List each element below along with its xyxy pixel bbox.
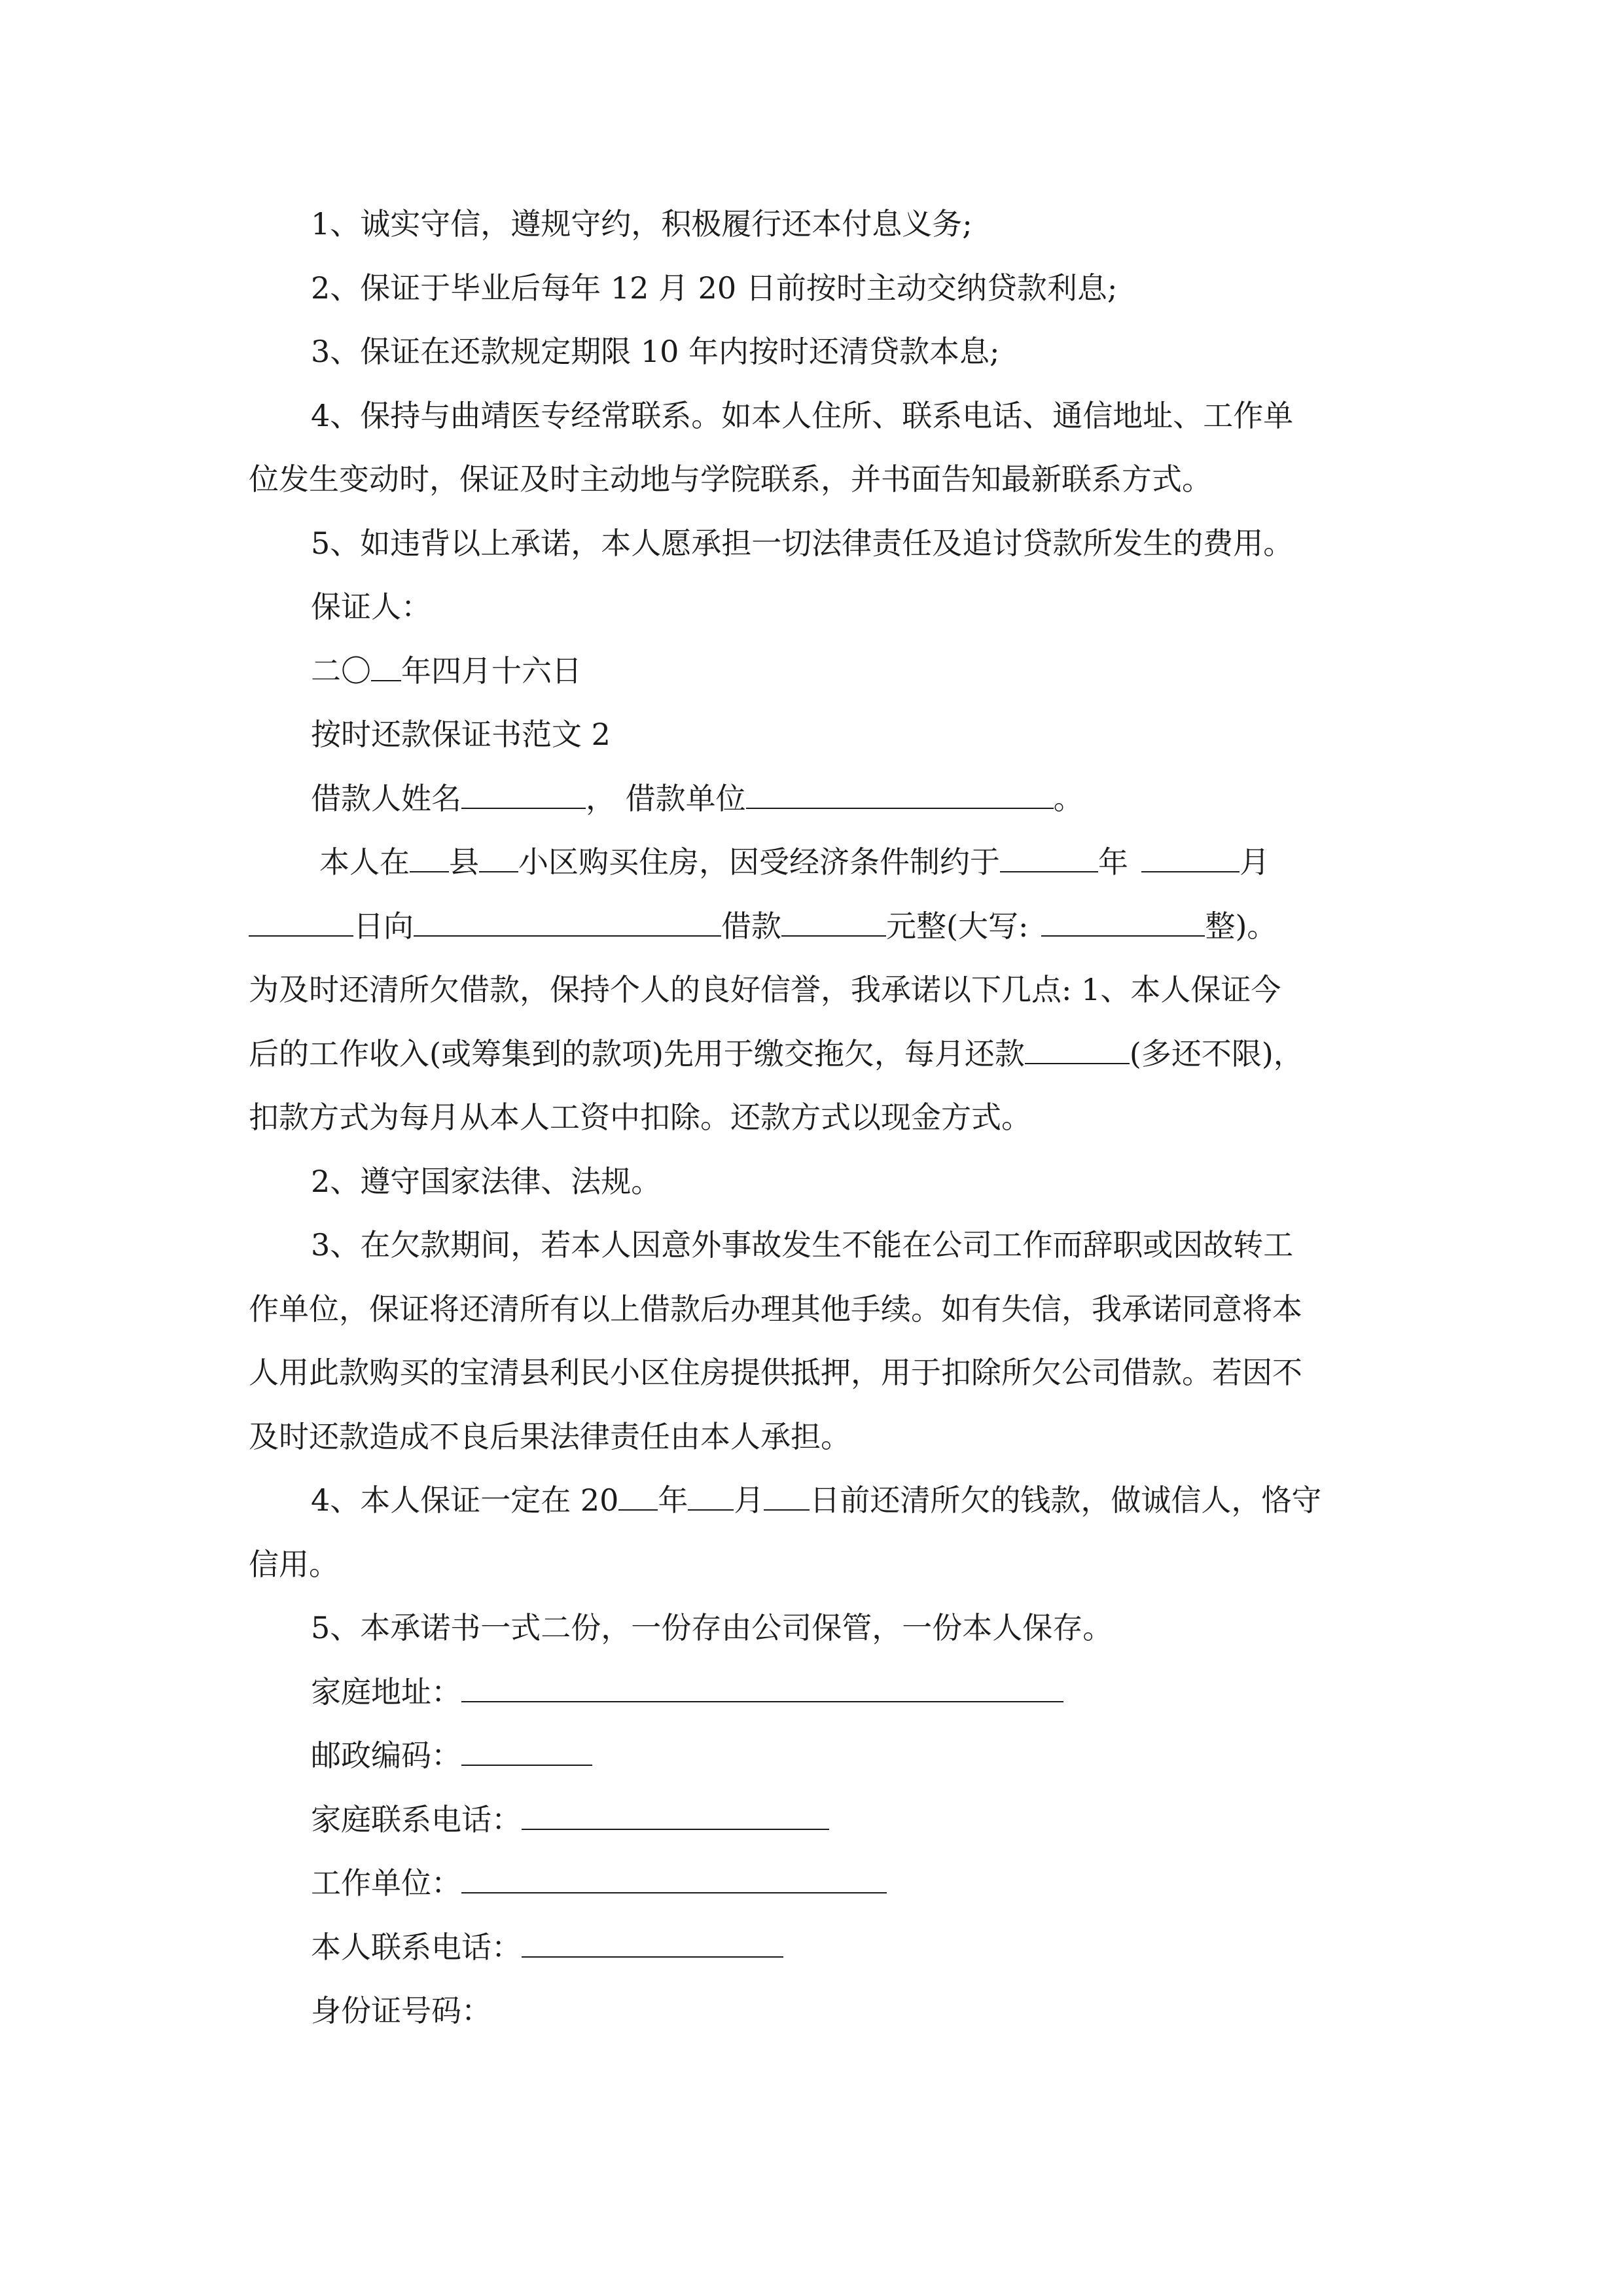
- p1-e: 月: [1240, 844, 1270, 880]
- day-blank: [249, 906, 353, 937]
- id-number-label: 身份证号码：: [311, 1993, 491, 2028]
- month-blank: [1141, 842, 1240, 872]
- date-prefix: 二〇: [311, 653, 371, 689]
- paragraph-line-5: 扣款方式为每月从本人工资中扣除。还款方式以现金方式。: [249, 1100, 1031, 1135]
- work-unit-blank: [461, 1863, 887, 1893]
- paragraph-line-4: [249, 1034, 1304, 1073]
- item4-d: 日前还清所欠的钱款，做诚信人，恪守: [810, 1482, 1322, 1518]
- item-4-line-1: [311, 1480, 1321, 1520]
- item-3-line-4: 及时还款造成不良后果法律责任由本人承担。: [249, 1419, 851, 1454]
- county-blank: [410, 842, 449, 872]
- year-blank: [371, 651, 401, 681]
- p1-a: 本人在: [319, 844, 410, 880]
- item4-b: 年: [658, 1482, 688, 1518]
- guarantor-label: 保证人：: [311, 589, 431, 624]
- p4-a: 后的工作收入(或筹集到的款项)先用于缴交拖欠，每月还款: [249, 1036, 1025, 1071]
- borrower-unit-blank: [746, 779, 1054, 809]
- item4-c: 月: [734, 1482, 764, 1518]
- paragraph-line-3: 为及时还清所欠借款，保持个人的良好信誉，我承诺以下几点: 1、本人保证今: [249, 972, 1281, 1007]
- p2-a: 日向: [353, 908, 414, 944]
- item4-day-blank: [764, 1480, 810, 1511]
- p2-d: 整)。: [1205, 908, 1277, 944]
- borrower-name-label: 借款人姓名: [311, 781, 461, 816]
- borrower-name-blank: [461, 779, 586, 809]
- item-3-line-2: 作单位，保证将还清所有以上借款后办理其他手续。如有失信，我承诺同意将本: [249, 1291, 1302, 1327]
- item-5: 5、本承诺书一式二份，一份存由公司保管，一份本人保存。: [311, 1610, 1113, 1645]
- own-phone-label: 本人联系电话：: [311, 1929, 522, 1965]
- year-blank-2: [1000, 842, 1098, 872]
- work-unit-label: 工作单位：: [311, 1865, 461, 1901]
- home-address-label: 家庭地址：: [311, 1674, 461, 1710]
- amount-words-blank: [1041, 906, 1205, 937]
- home-phone-row: [311, 1800, 829, 1839]
- item-3-line-3: 人用此款购买的宝清县利民小区住房提供抵押，用于扣除所欠公司借款。若因不: [249, 1355, 1302, 1390]
- borrower-unit-label: ， 借款单位: [586, 781, 746, 816]
- monthly-payment-blank: [1025, 1034, 1130, 1064]
- paragraph-line-1: [319, 842, 1270, 882]
- home-address-blank: [461, 1672, 1063, 1702]
- postal-code-label: 邮政编码：: [311, 1738, 461, 1773]
- own-phone-blank: [522, 1928, 783, 1958]
- paragraph-line-2: [249, 906, 1277, 946]
- amount-blank: [781, 906, 886, 937]
- item-4-line-2: 信用。: [249, 1547, 339, 1582]
- community-blank: [479, 842, 518, 872]
- date-line: [311, 651, 582, 691]
- p2-c: 元整(大写:: [886, 908, 1029, 944]
- commitment-item-1: 1、诚实守信，遵规守约，积极履行还本付息义务;: [311, 206, 972, 242]
- borrower-end: 。: [1053, 781, 1084, 816]
- item4-a: 4、本人保证一定在 20: [311, 1482, 619, 1518]
- id-number-row: [311, 1991, 491, 2030]
- home-phone-label: 家庭联系电话：: [311, 1802, 522, 1837]
- p4-b: (多还不限)，: [1129, 1036, 1304, 1071]
- p2-b: 借款: [721, 908, 781, 944]
- section-title: 按时还款保证书范文 2: [311, 717, 611, 752]
- commitment-item-5: 5、如违背以上承诺，本人愿承担一切法律责任及追讨贷款所发生的费用。: [311, 526, 1294, 561]
- commitment-item-4-line-1: 4、保持与曲靖医专经常联系。如本人住所、联系电话、通信地址、工作单: [311, 398, 1294, 433]
- borrower-line: [311, 779, 1084, 818]
- commitment-item-3: 3、保证在还款规定期限 10 年内按时还清贷款本息;: [311, 334, 1000, 369]
- home-address-row: [311, 1672, 1063, 1712]
- item4-month-blank: [688, 1480, 734, 1511]
- lender-blank: [414, 906, 721, 937]
- postal-code-row: [311, 1736, 592, 1775]
- item-2: 2、遵守国家法律、法规。: [311, 1164, 662, 1199]
- home-phone-blank: [522, 1800, 829, 1830]
- p1-b: 县: [449, 844, 479, 880]
- p1-d: 年: [1098, 844, 1128, 880]
- own-phone-row: [311, 1928, 783, 1967]
- p1-c: 小区购买住房，因受经济条件制约于: [518, 844, 1000, 880]
- work-unit-row: [311, 1863, 887, 1903]
- date-suffix: 年四月十六日: [401, 653, 582, 689]
- item4-year-blank: [618, 1480, 658, 1511]
- commitment-item-4-line-2: 位发生变动时，保证及时主动地与学院联系，并书面告知最新联系方式。: [249, 461, 1212, 497]
- item-3-line-1: 3、在欠款期间，若本人因意外事故发生不能在公司工作而辞职或因故转工: [311, 1227, 1294, 1263]
- commitment-item-2: 2、保证于毕业后每年 12 月 20 日前按时主动交纳贷款利息;: [311, 270, 1118, 306]
- postal-code-blank: [461, 1736, 592, 1766]
